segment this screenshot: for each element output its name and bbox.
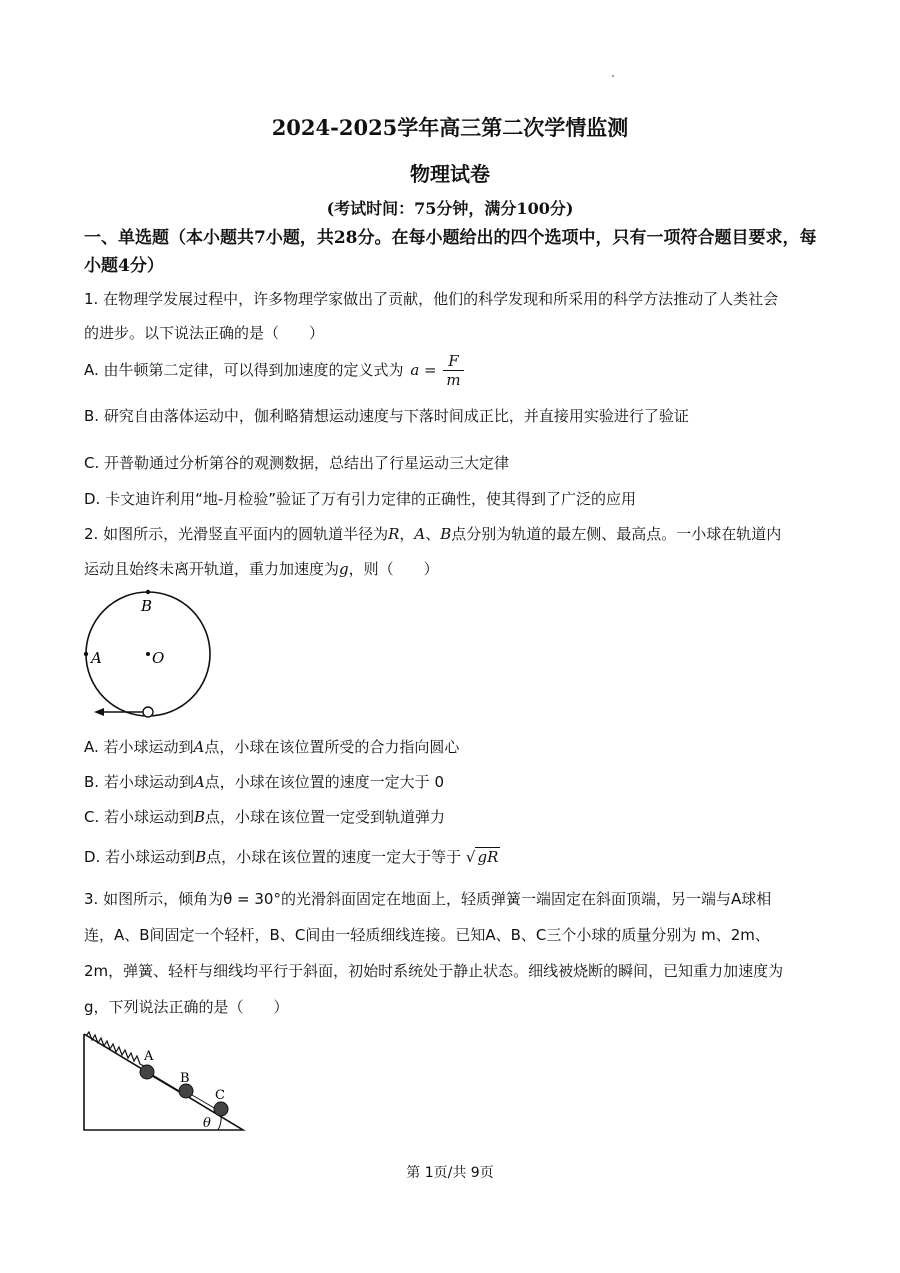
- q2-stem-text-f: ，则（ ）: [348, 560, 439, 578]
- q2-option-a-var: A: [193, 738, 205, 756]
- q2-var-b: B: [440, 525, 452, 543]
- q3-spring: [86, 1032, 144, 1066]
- q2-stem-text-a: 2. 如图所示，光滑竖直平面内的圆轨道半径为: [84, 525, 389, 543]
- q2-option-a-text-a: A. 若小球运动到: [84, 738, 194, 756]
- q2-option-d-var: B: [195, 848, 207, 866]
- q3-stem-line1: 3. 如图所示，倾角为θ = 30°的光滑斜面固定在地面上，轻质弹簧一端固定在斜面顶端，另一端与A球相: [84, 890, 772, 908]
- q3-stem-line3: 2m，弹簧、轻杆与细线均平行于斜面，初始时系统处于静止状态。细线被烧断的瞬间，已知重力加速度为: [84, 962, 784, 980]
- q3-angle-arc: [218, 1116, 221, 1130]
- q1-option-c: C. 开普勒通过分析第谷的观测数据，总结出了行星运动三大定律: [84, 454, 510, 472]
- q2-ball: [143, 707, 153, 717]
- q3-ball-a: [140, 1065, 154, 1079]
- q3-rod: [153, 1076, 180, 1092]
- q2-label-a: A: [91, 649, 102, 667]
- q3-label-theta: θ: [203, 1116, 211, 1131]
- q2-sqrt-radicand: gR: [477, 848, 499, 866]
- q2-stem-line1: [84, 523, 781, 544]
- q2-option-d: [84, 846, 500, 867]
- q3-stem-line2: 连，A、B间固定一个轻杆，B、C间由一轻质细线连接。已知A、B、C三个小球的质量分别为 m、2m、: [84, 926, 770, 944]
- q2-label-o: O: [152, 649, 165, 667]
- q1-option-b: B. 研究自由落体运动中，伽利略猜想运动速度与下落时间成正比，并直接用实验进行了验证: [84, 407, 689, 425]
- q1-option-a-text: A. 由牛顿第二定律，可以得到加速度的定义式为: [84, 361, 404, 379]
- q3-label-a: A: [144, 1049, 154, 1064]
- q2-option-c: [84, 806, 445, 827]
- q2-stem-text-c: 、: [425, 525, 441, 543]
- q1-stem-line1: 1. 在物理学发展过程中，许多物理学家做出了贡献，他们的科学发现和所采用的科学方法推动了人类社会: [84, 290, 779, 308]
- q3-ball-c: [214, 1102, 228, 1116]
- q2-circle-figure: [80, 588, 220, 726]
- q2-option-c-text-b: 点，小球在该位置一定受到轨道弹力: [205, 808, 446, 826]
- q2-option-a: [84, 736, 459, 757]
- q2-label-b: B: [141, 597, 153, 615]
- q2-stem-text-b: ，: [399, 525, 415, 543]
- subject-title: 物理试卷: [410, 162, 490, 186]
- q3-incline-figure: [80, 1030, 250, 1136]
- q1-fraction-numerator: F: [443, 352, 463, 371]
- q1-fraction: [443, 352, 463, 389]
- q2-var-r: R: [388, 525, 400, 543]
- q2-point-a: [84, 652, 88, 656]
- q3-label-c: C: [215, 1088, 225, 1103]
- q2-stem-text-d: 点分别为轨道的最左侧、最高点。一小球在轨道内: [451, 525, 782, 543]
- q2-point-b: [146, 590, 150, 594]
- q2-stem-line2: [84, 558, 439, 579]
- q2-option-b-text-a: B. 若小球运动到: [84, 773, 194, 791]
- q2-sqrt-expression: √ gR: [465, 848, 499, 866]
- q3-ball-b: [179, 1084, 193, 1098]
- q2-option-b-text-b: 点，小球在该位置的速度一定大于 0: [204, 773, 444, 791]
- q2-option-d-text-a: D. 若小球运动到: [84, 848, 196, 866]
- q2-option-b: [84, 771, 444, 792]
- page-number: 第 1页/共 9页: [406, 1165, 494, 1181]
- q2-var-a: A: [414, 525, 426, 543]
- q2-stem-text-e: 运动且始终未离开轨道，重力加速度为: [84, 560, 340, 578]
- q2-option-c-text-a: C. 若小球运动到: [84, 808, 195, 826]
- q1-option-a-lhs: a =: [410, 361, 437, 379]
- q1-stem-line2: 的进步。以下说法正确的是（ ）: [84, 324, 325, 342]
- q1-option-d: D. 卡文迪许利用“地-月检验”验证了万有引力定律的正确性，使其得到了广泛的应用: [84, 490, 637, 508]
- section-heading: 一、单选题（本小题共7小题，共28分。在每小题给出的四个选项中，只有一项符合题目要求，每小题4分）: [84, 228, 817, 276]
- exam-info: (考试时间：75分钟，满分100分): [326, 199, 574, 218]
- q2-option-c-var: B: [194, 808, 206, 826]
- q2-option-a-text-b: 点，小球在该位置所受的合力指向圆心: [204, 738, 460, 756]
- q1-fraction-denominator: m: [446, 371, 461, 389]
- q2-var-g: g: [339, 560, 349, 578]
- q2-option-b-var: A: [193, 773, 205, 791]
- exam-title: 2024-2025学年高三第二次学情监测: [271, 115, 629, 140]
- q3-stem-line4: g，下列说法正确的是（ ）: [84, 998, 289, 1016]
- q1-option-a: [84, 352, 464, 389]
- q2-velocity-arrow-head: [94, 708, 104, 716]
- q2-option-d-text-b: 点，小球在该位置的速度一定大于等于: [206, 848, 462, 866]
- scan-dot: [612, 75, 614, 77]
- q2-center-point: [146, 652, 150, 656]
- q3-label-b: B: [180, 1071, 190, 1086]
